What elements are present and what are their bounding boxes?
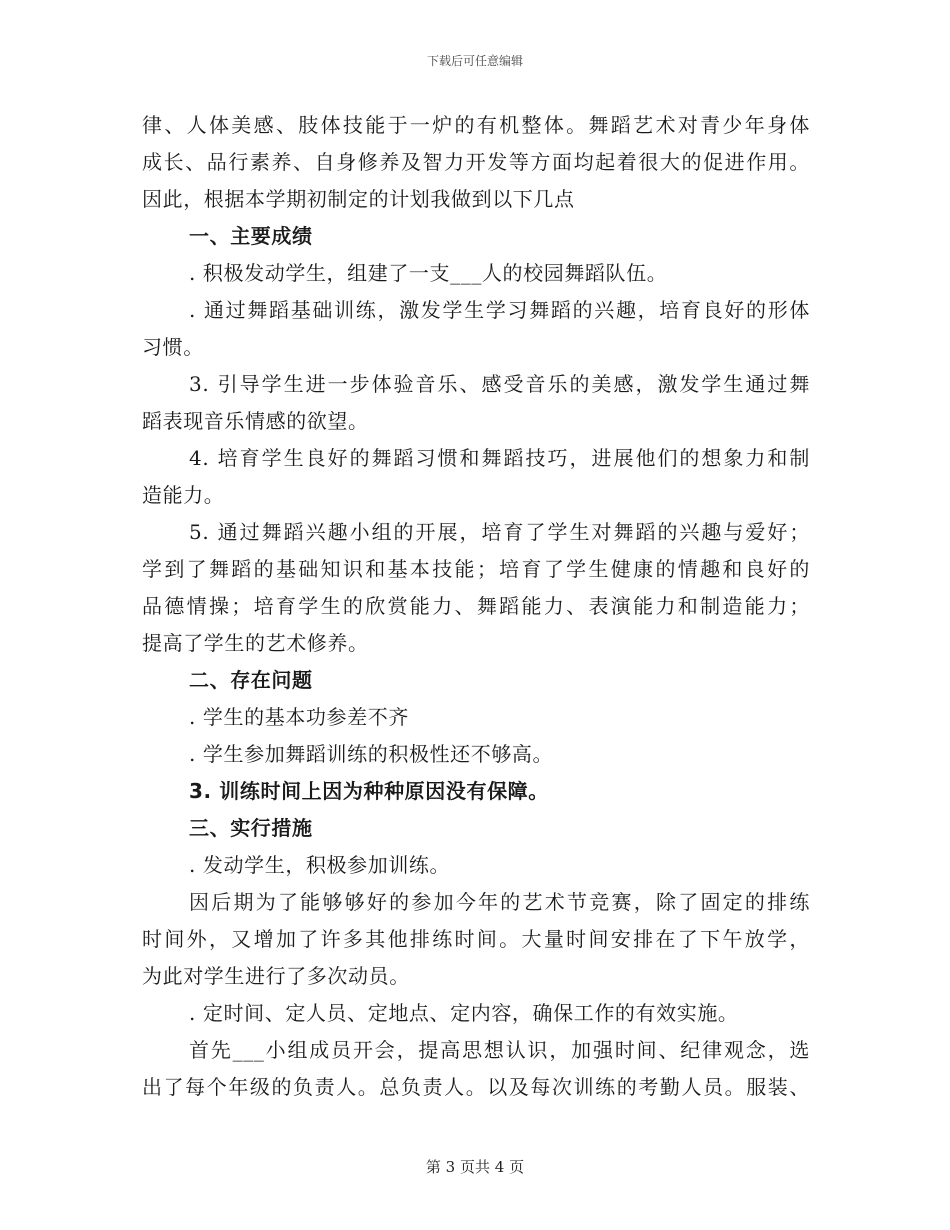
list-item-continuation: 习惯。 bbox=[142, 335, 204, 359]
paragraph-line: 因此，根据本学期初制定的计划我做到以下几点 bbox=[142, 187, 575, 211]
section-heading: 一、主要成绩 bbox=[189, 224, 313, 248]
list-item: . 学生的基本功参差不齐 bbox=[189, 705, 409, 729]
list-item-continuation: 蹈表现音乐情感的欲望。 bbox=[142, 409, 369, 433]
section-heading: 三、实行措施 bbox=[189, 816, 313, 840]
paragraph-line: 为此对学生进行了多次动员。 bbox=[142, 964, 410, 988]
list-item: . 通过舞蹈基础训练，激发学生学习舞蹈的兴趣，培育良好的形体 bbox=[189, 298, 810, 322]
list-item-continuation: 品德情操；培育学生的欣赏能力、舞蹈能力、表演能力和制造能力； bbox=[142, 594, 810, 618]
list-item-continuation: 造能力。 bbox=[142, 483, 225, 507]
paragraph-line: 首先___小组成员开会，提高思想认识，加强时间、纪律观念，选 bbox=[189, 1038, 810, 1062]
paragraph-line: 成长、品行素养、自身修养及智力开发等方面均起着很大的促进作用。 bbox=[142, 150, 810, 174]
list-item-bold: 3. 训练时间上因为种种原因没有保障。 bbox=[189, 779, 549, 803]
paragraph-line: 因后期为了能够够好的参加今年的艺术节竞赛，除了固定的排练 bbox=[189, 890, 810, 914]
list-item: . 发动学生，积极参加训练。 bbox=[189, 853, 451, 877]
list-item-continuation: 提高了学生的艺术修养。 bbox=[142, 631, 369, 655]
list-item: 5. 通过舞蹈兴趣小组的开展，培育了学生对舞蹈的兴趣与爱好； bbox=[189, 520, 810, 544]
list-item: . 学生参加舞蹈训练的积极性还不够高。 bbox=[189, 742, 554, 766]
paragraph-line: 时间外，又增加了许多其他排练时间。大量时间安排在了下午放学， bbox=[142, 927, 810, 951]
page-footer: 第 3 页共 4 页 bbox=[425, 1158, 525, 1176]
paragraph-line: 律、人体美感、肢体技能于一炉的有机整体。舞蹈艺术对青少年身体 bbox=[142, 113, 810, 137]
list-item: . 积极发动学生，组建了一支___人的校园舞蹈队伍。 bbox=[189, 261, 668, 285]
page-header: 下载后可任意编辑 bbox=[426, 54, 523, 68]
list-item: . 定时间、定人员、定地点、定内容，确保工作的有效实施。 bbox=[189, 1001, 739, 1025]
list-item: 3. 引导学生进一步体验音乐、感受音乐的美感，激发学生通过舞 bbox=[189, 372, 810, 396]
paragraph-line: 出了每个年级的负责人。总负责人。以及每次训练的考勤人员。服装、 bbox=[142, 1075, 810, 1099]
list-item-continuation: 学到了舞蹈的基础知识和基本技能；培育了学生健康的情趣和良好的 bbox=[142, 557, 810, 581]
document-body bbox=[142, 107, 810, 1106]
list-item: 4. 培育学生良好的舞蹈习惯和舞蹈技巧，进展他们的想象力和制 bbox=[189, 446, 810, 470]
section-heading: 二、存在问题 bbox=[189, 668, 313, 692]
